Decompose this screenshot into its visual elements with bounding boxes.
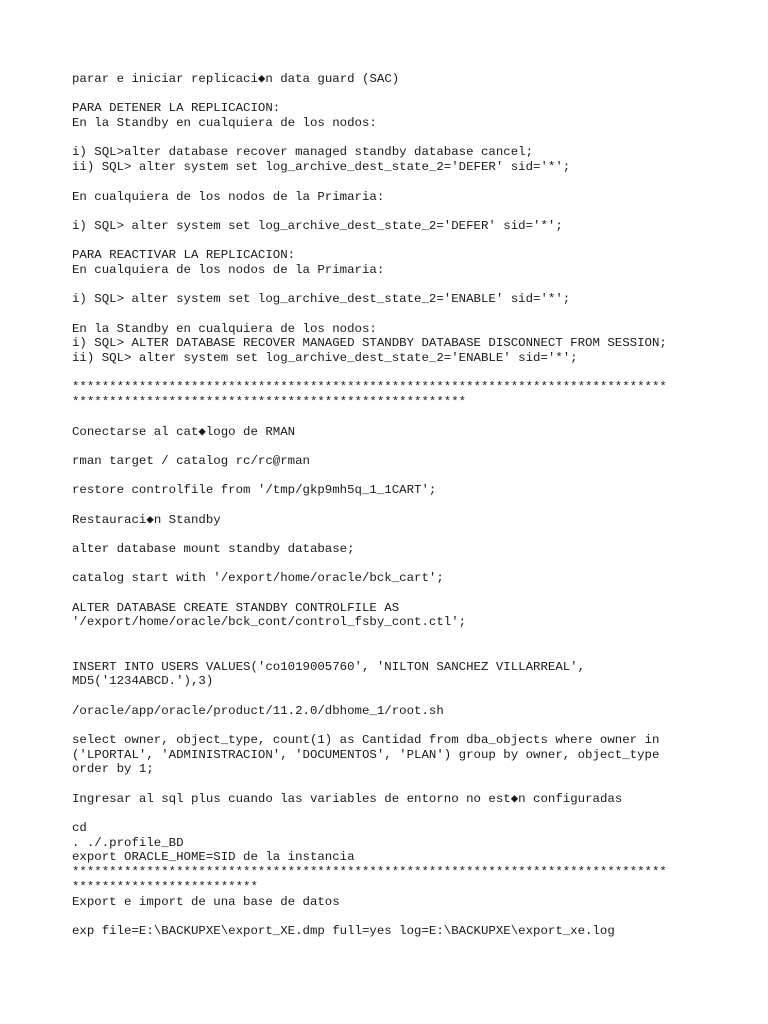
text-line: /oracle/app/oracle/product/11.2.0/dbhome_1/root.sh [72,703,444,718]
text-line: ii) SQL> alter system set log_archive_dest_state_2='DEFER' sid='*'; [72,160,571,175]
blank-line [72,175,722,190]
text-line: PARA REACTIVAR LA REPLICACION: [72,248,296,263]
text-line: '/export/home/oracle/bck_cont/control_fsby_cont.ctl'; [72,615,467,630]
text-line: export ORACLE_HOME=SID de la instancia [72,850,355,865]
blank-line [72,645,722,660]
text-line: cd [72,821,87,836]
blank-line [72,777,722,792]
text-line: Export e import de una base de datos [72,894,340,909]
text-line: exp file=E:\BACKUPXE\export_XE.dmp full=yes log=E:\BACKUPXE\export_xe.log [72,923,615,938]
text-line: En la Standby en cualquiera de los nodos: [72,321,377,336]
text-line: PARA DETENER LA REPLICACION: [72,101,281,116]
text-line: ************************* [72,879,258,894]
text-line: i) SQL> alter system set log_archive_dest_state_2='ENABLE' sid='*'; [72,292,571,307]
text-line: alter database mount standby database; [72,542,355,556]
text-line: ******************************************************************************** [72,380,667,395]
text-line: Restauraci◆n Standby [72,512,221,527]
text-line: i) SQL> ALTER DATABASE RECOVER MANAGED STANDBY DATABASE DISCONNECT FROM SESSION; [72,336,667,351]
blank-line [72,307,722,322]
text-line: ALTER DATABASE CREATE STANDBY CONTROLFILE AS [72,600,400,615]
blank-line [72,586,722,601]
text-line: En cualquiera de los nodos de la Primaria: [72,189,385,204]
text-line: INSERT INTO USERS VALUES('co1019005760', 'NILTON SANCHEZ VILLARREAL', [72,659,586,674]
blank-line [72,557,722,572]
text-line: ii) SQL> alter system set log_archive_dest_state_2='ENABLE' sid='*'; [72,351,578,366]
text-line: i) SQL>alter database recover managed standby database cancel; [72,145,534,160]
text-line: rman target / catalog rc/rc@rman [72,453,310,468]
blank-line [72,366,722,381]
text-line: En cualquiera de los nodos de la Primaria: [72,262,385,277]
text-line: i) SQL> alter system set log_archive_dest_state_2='DEFER' sid='*'; [72,218,563,233]
text-line: ******************************************************************************** [72,865,667,880]
blank-line [72,87,722,102]
text-line: catalog start with '/export/home/oracle/bck_cart'; [72,571,444,586]
blank-line [72,278,722,293]
text-line: MD5('1234ABCD.'),3) [72,674,214,689]
blank-line [72,689,722,704]
blank-line [72,630,722,645]
text-line: restore controlfile from '/tmp/gkp9mh5q_1_1CART'; [72,483,437,498]
text-line: ***************************************************** [72,395,467,410]
text-line: Conectarse al cat◆logo de RMAN [72,424,296,439]
blank-line [72,498,722,513]
blank-line [72,527,722,542]
text-line: order by 1; [72,762,154,777]
blank-line [72,410,722,425]
blank-line [72,131,722,146]
blank-line [72,439,722,454]
text-line: ('LPORTAL', 'ADMINISTRACION', 'DOCUMENTOS', 'PLAN') group by owner, object_type [72,747,660,762]
blank-line [72,718,722,733]
blank-line [72,806,722,821]
text-line: Ingresar al sql plus cuando las variables de entorno no est◆n configuradas [72,791,623,806]
document-page [72,72,722,939]
text-line: parar e iniciar replicaci◆n data guard (SAC) [72,72,400,86]
text-line: En la Standby en cualquiera de los nodos: [72,116,377,131]
blank-line [72,909,722,924]
blank-line [72,234,722,249]
blank-line [72,469,722,484]
text-line: select owner, object_type, count(1) as Cantidad from dba_objects where owner in [72,732,660,747]
blank-line [72,204,722,219]
text-line: . ./.profile_BD [72,835,184,850]
